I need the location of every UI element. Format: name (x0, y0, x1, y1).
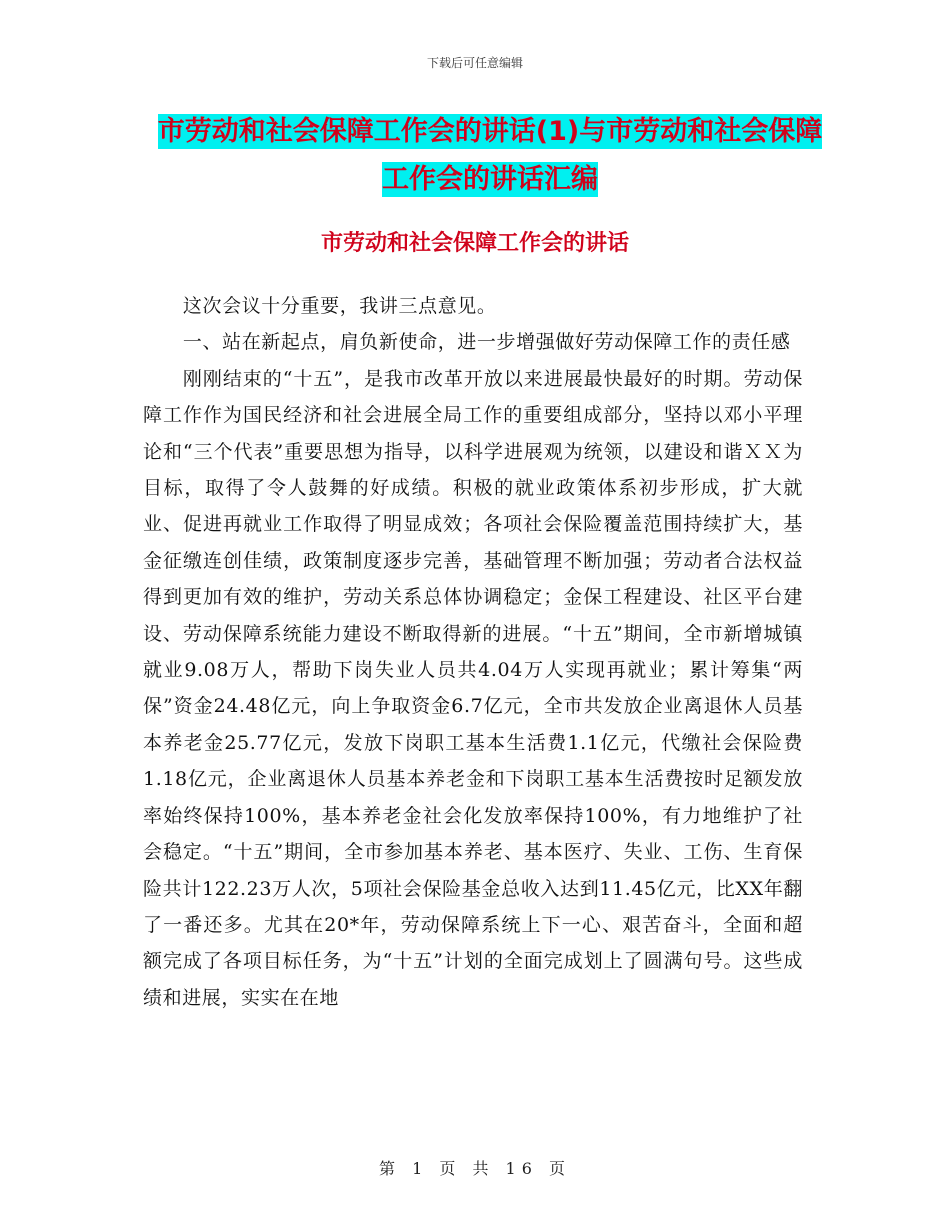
document-title-text: 市劳动和社会保障工作会的讲话(1)与市劳动和社会保障工作会的讲话汇编 (157, 116, 823, 195)
paragraph-intro: 这次会议十分重要，我讲三点意见。 (182, 295, 497, 317)
paragraph-main: 刚刚结束的“十五”，是我市改革开放以来进展最快最好的时期。劳动保障工作作为国民经济和社会进展全局工作的重要组成部分，坚持以邓小平理论和“三个代表”重要思想为指导，以科学进展观为统领，以建设和谐ＸＸ为目标，取得了令人鼓舞的好成绩。积极的就业政策体系初步形成，扩大就业、促进再就业工作取得了明显成效；各项社会保险覆盖范围持续扩大，基金征缴连创佳绩，政策制度逐步完善，基础管理不断加强；劳动者合法权益得到更加有效的维护，劳动关系总体协调稳定；金保工程建设、社区平台建设、劳动保障系统能力建设不断取得新的进展。“十五”期间，全市新增城镇就业9.08万人，帮助下岗失业人员共4.04万人实现再就业；累计筹集“两保”资金24.48亿元，向上争取资金6.7亿元，全市共发放企业离退休人员基本养老金25.77亿元，发放下岗职工基本生活费1.1亿元，代缴社会保险费1.18亿元，企业离退休人员基本养老金和下岗职工基本生活费按时足额发放率始终保持100%，基本养老金社会化发放率保持100%，有力地维护了社会稳定。“十五”期间，全市参加基本养老、基本医疗、失业、工伤、生育保险共计122.23万人次，5项社会保险基金总收入达到11.45亿元，比XX年翻了一番还多。尤其在20*年，劳动保障系统上下一心、艰苦奋斗，全面和超额完成了各项目标任务，为“十五”计划的全面完成划上了圆满句号。这些成绩和进展，实实在在地 (143, 367, 803, 1009)
paragraph-heading-one: 一、站在新起点，肩负新使命，进一步增强做好劳动保障工作的责任感 (182, 331, 791, 354)
page-footer: 第 1 页 共 16 页 (379, 1159, 571, 1178)
document-body (143, 288, 803, 1016)
section-title: 市劳动和社会保障工作会的讲话 (320, 231, 629, 256)
document-title (150, 108, 830, 204)
header-note: 下载后可任意编辑 (426, 56, 523, 70)
